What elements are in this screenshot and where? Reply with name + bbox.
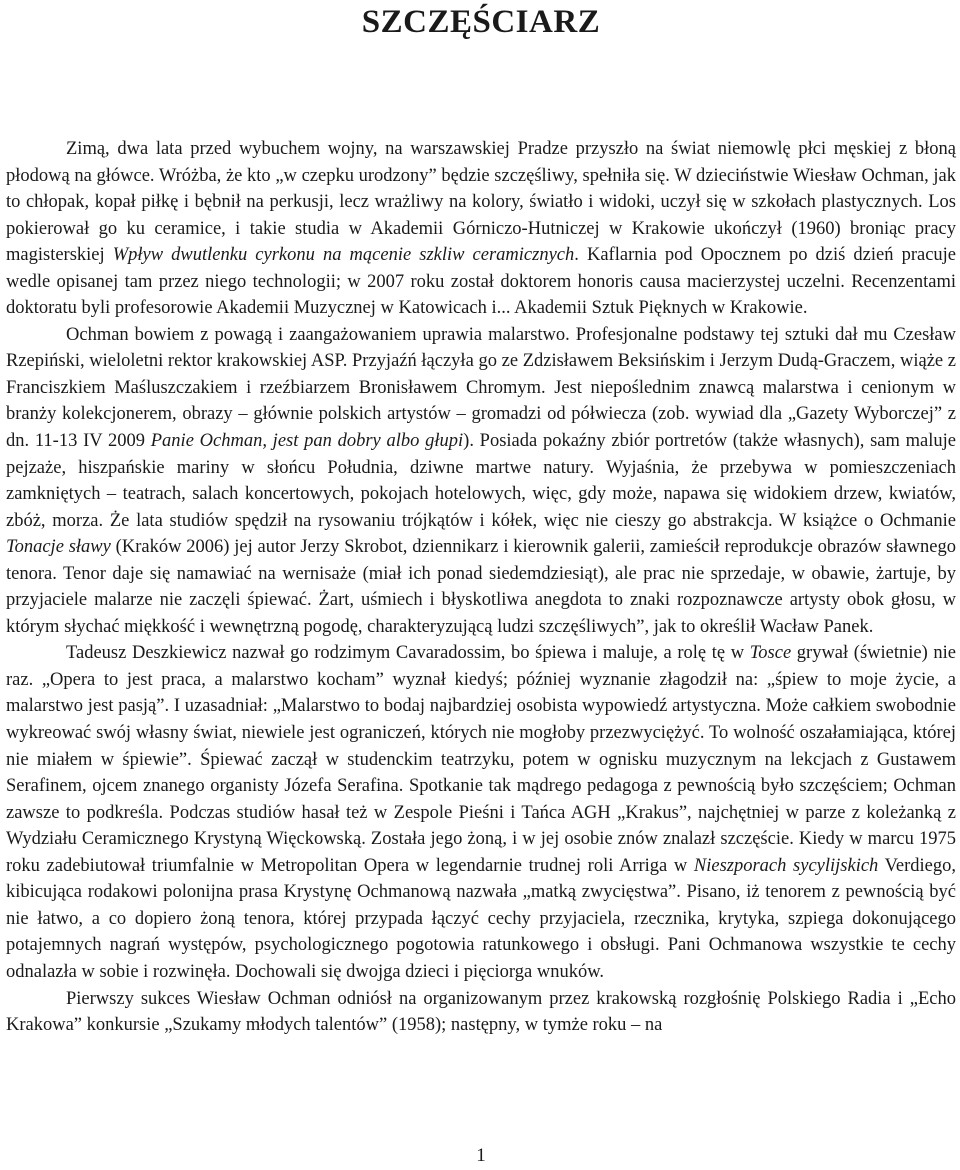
paragraph-text: Tadeusz Deszkiewicz nazwał go rodzimym Cavaradossim, bo śpiewa i maluje, a rolę tę w: [66, 643, 750, 664]
paragraph-text: grywał (świetnie) nie raz. „Opera to jest praca, a malarstwo kocham” wyznał kiedyś; później wyznanie złagodził na: „śpiew to moje życie, a malarstwo jest pasją”. I uzasadniał: „Malarstwo to bodaj najbardziej osobista wypowiedź artystyczna. Może całkiem swobodnie wykreować swój własny świat, niewiele jest ograniczeń, których nie mogłoby przezwyciężyć. To wolność oszałamiająca, której nie miałem w śpiewie”. Śpiewać zaczął w studenckim teatrzyku, potem w ognisku muzycznym na lekcjach z Gustawem Serafinem, ojcem znanego organisty Józefa Serafina. Spotkanie tak mądrego pedagoga z pewnością było szczęściem; Ochman zawsze to podkreśla. Podczas studiów hasał też w Zespole Pieśni i Tańca AGH „Krakus”, najchętniej w parze z koleżanką z Wydziału Ceramicznego Krystyną Więckowską. Została jego żoną, i w jej osobie znów znalazł szczęście. Kiedy w marcu 1975 roku zadebiutował triumfalnie w Metropolitan Opera w legendarnie trudnej roli Arriga w: [6, 643, 956, 876]
paragraph: [6, 986, 956, 1039]
paragraph: [6, 136, 956, 322]
page-title: SZCZĘŚCIARZ: [361, 4, 601, 40]
paragraph-text: ). Posiada pokaźny zbiór portretów (także własnych), sam maluje pejzaże, hiszpańskie mariny w słońcu Południa, dziwne martwe natury. Wyjaśnia, że przebywa w pomieszczeniach zamkniętych – teatrach, salach koncertowych, pokojach hotelowych, więc, gdy może, napawa się widokiem drzew, kwiatów, zbóż, morza. Że lata studiów spędził na rysowaniu trójkątów i kółek, więc nie cieszy go abstrakcja. W książce o Ochmanie: [6, 431, 956, 531]
paragraph-text: (Kraków 2006) jej autor Jerzy Skrobot, dziennikarz i kierownik galerii, zamieścił reprodukcje obrazów sławnego tenora. Tenor daje się namawiać na wernisaże (miał ich ponad siedemdziesiąt), ale prac nie sprzedaje, w obawie, żartuje, by przyjaciele malarze nie zaczęli śpiewać. Żart, uśmiech i błyskotliwa anegdota to znaki rozpoznawcze artysty obok głosu, w którym słychać miękkość i wewnętrzną pogodę, charakteryzującą ludzi szczęśliwych”, jak to określił Wacław Panek.: [6, 537, 956, 637]
paragraph-text: . Kaflarnia pod Opocznem po dziś dzień pracuje wedle opisanej tam przez niego technologii; w 2007 roku został doktorem honoris causa macierzystej uczelni. Recenzentami doktoratu byli profesorowie Akademii Muzycznej w Katowicach i... Akademii Sztuk Pięknych w Krakowie.: [6, 245, 957, 319]
page-number: 1: [476, 1145, 486, 1166]
document-body: [6, 136, 956, 1039]
paragraph: [6, 640, 956, 985]
paragraph-text: Pierwszy sukces Wiesław Ochman odniósł na organizowanym przez krakowską rozgłośnię Polskiego Radia i „Echo Krakowa” konkursie „Szukamy młodych talentów” (1958); następny, w tymże roku – na: [6, 988, 956, 1036]
italic-title-text: Panie Ochman, jest pan dobry albo głupi: [150, 431, 464, 452]
italic-title-text: Wpływ dwutlenku cyrkonu na mącenie szkliw ceramicznych: [112, 245, 575, 266]
paragraph: [6, 322, 956, 641]
italic-title-text: Nieszporach sycylijskich: [693, 855, 879, 876]
italic-title-text: Tonacje sławy: [6, 537, 111, 558]
document-page: [6, 0, 956, 1170]
paragraph-text: Ochman bowiem z powagą i zaangażowaniem uprawia malarstwo. Profesjonalne podstawy tej sztuki dał mu Czesław Rzepiński, wieloletni rektor krakowskiej ASP. Przyjaźń łączyła go ze Zdzisławem Beksińskim i Jerzym Dudą-Graczem, wiąże z Franciszkiem Maśluszczakiem i rzeźbiarzem Bronisławem Chromym. Jest niepoślednim znawcą malarstwa i cenionym w branży kolekcjonerem, obrazy – głównie polskich artystów – gromadzi od półwiecza (zob. wywiad dla „Gazety Wyborczej” z dn. 11-13 IV 2009: [6, 324, 956, 452]
paragraph-text: Zimą, dwa lata przed wybuchem wojny, na warszawskiej Pradze przyszło na świat niemowlę płci męskiej z błoną płodową na główce. Wróżba, że kto „w czepku urodzony” będzie szczęśliwy, spełniła się. W dzieciństwie Wiesław Ochman, jak to chłopak, kopał piłkę i bębnił na perkusji, lecz wrażliwy na kolory, światło i widoki, uczył się w szkołach plastycznych. Los pokierował go ku ceramice, i takie studia w Akademii Górniczo-Hutniczej w Krakowie ukończył (1960) broniąc pracy magisterskiej: [6, 139, 956, 266]
italic-title-text: Tosce: [749, 643, 792, 664]
paragraph-text: Verdiego, kibicująca rodakowi polonijna prasa Krystynę Ochmanową nazwała „matką zwycięstwa”. Pisano, iż tenorem z pewnością być nie łatwo, a co dopiero żoną tenora, której przypada łączyć cechy przyjaciela, rzecznika, krytyka, szpiega dokonującego potajemnych nagrań występów, psychologicznego pogotowia ratunkowego i obsługi. Pani Ochmanowa wszystkie te cechy odnalazła w sobie i rozwinęła. Dochowali się dwojga dzieci i pięciorga wnuków.: [6, 855, 957, 982]
